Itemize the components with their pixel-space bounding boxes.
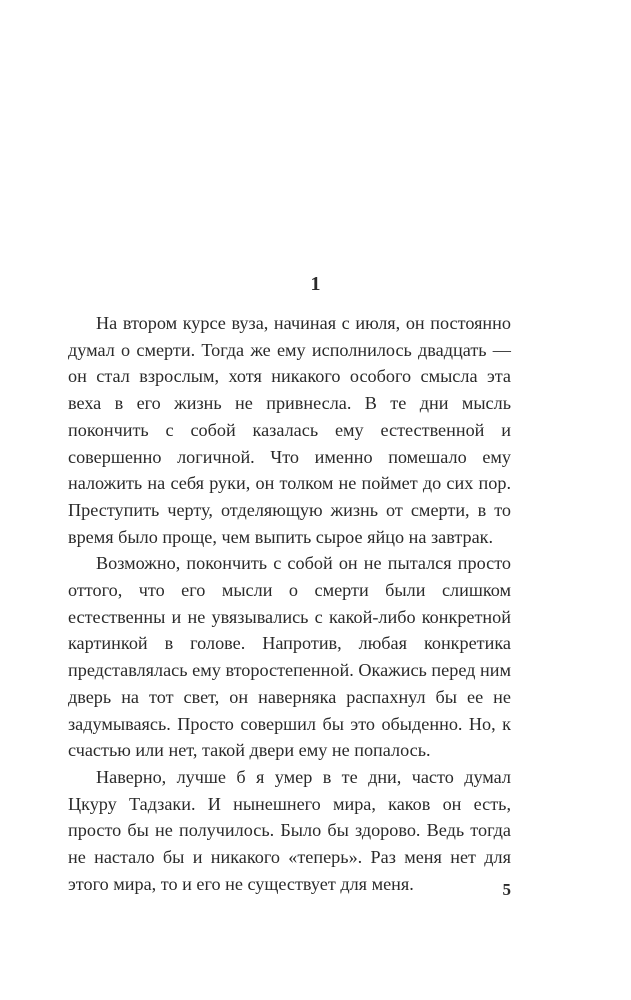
paragraph-3: Наверно, лучше б я умер в те дни, часто думал Цкуру Тадзаки. И нынешнего мира, каков он есть, просто бы не получилось. Было бы здорово. Ведь тогда не настало бы и никакого «теперь». Раз меня нет для этого мира, то и его не существует для меня. — [68, 766, 511, 894]
page-number: 5 — [502, 880, 511, 899]
body-text — [68, 310, 511, 897]
chapter-number: 1 — [310, 273, 321, 295]
paragraph-1: На втором курсе вуза, начиная с июля, он постоянно думал о смерти. Тогда же ему исполнилось двадцать — он стал взрослым, хотя никакого особого смысла эта веха в его жизнь не привнесла. В те дни мысль покончить с собой казалась ему естественной и совершенно логичной. Что именно помешало ему наложить на себя руки, он толком не поймет до сих пор. Преступить черту, отделяющую жизнь от смерти, в то время было проще, чем выпить сырое яйцо на завтрак. — [68, 313, 511, 547]
paragraph-2: Возможно, покончить с собой он не пытался просто оттого, что его мысли о смерти были слишком естественны и не увязывались с какой-либо конкретной картинкой в голове. Напротив, любая конкретика представлялась ему второстепенной. Окажись перед ним дверь на тот свет, он наверняка распахнул бы ее не задумываясь. Просто совершил бы это обыденно. Но, к счастью или нет, такой двери ему не попалось. — [68, 553, 511, 761]
